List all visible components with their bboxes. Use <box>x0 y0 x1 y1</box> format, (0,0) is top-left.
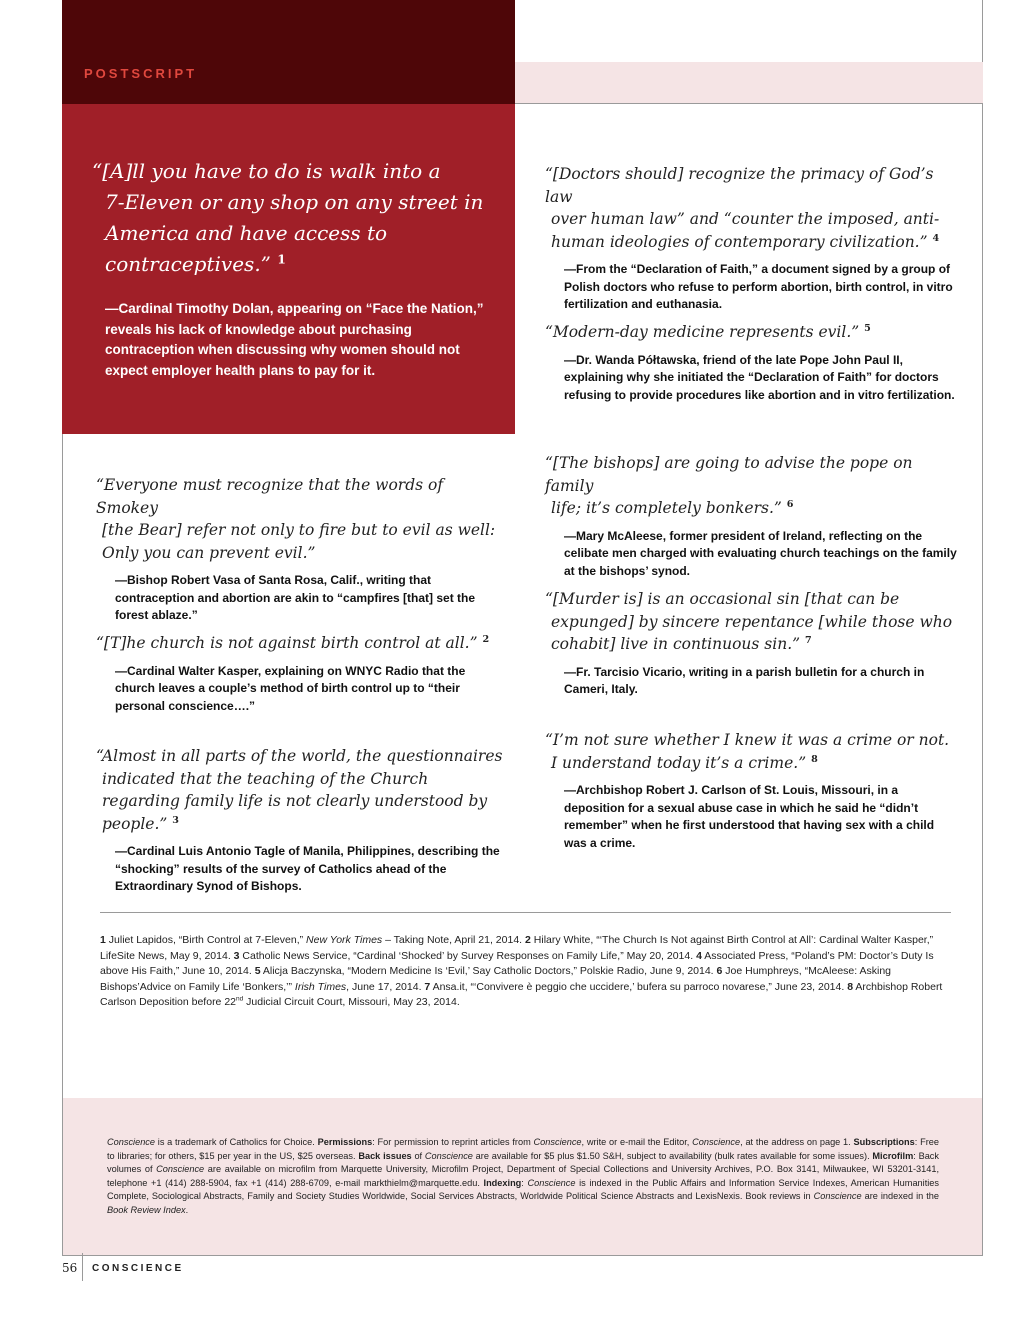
quote-text: “Modern-day medicine represents evil.” $^5$ <box>545 322 871 341</box>
section-label: POSTSCRIPT <box>84 66 198 81</box>
quote-attribution: —Cardinal Walter Kasper, explaining on WNYC Radio that the church leaves a couple’s method of birth control up to “their personal conscience….” <box>115 663 466 713</box>
quote-text: “[Doctors should] recognize the primacy of God’s law over human law” and “counter the imposed, anti-human ideologies of contemporary civilization.” $^4$ <box>545 165 940 251</box>
quote-block <box>545 452 957 580</box>
quote-attribution: —Archbishop Robert J. Carlson of St. Louis, Missouri, in a deposition for a sexual abuse case in which he said he “didn’t remember” when he first understood that having sex with a child was a crime. <box>564 783 935 850</box>
quote-text: “[The bishops] are going to advise the pope on family life; it’s completely bonkers.” $^6$ <box>545 454 913 517</box>
header-pink-band <box>515 62 983 104</box>
quote-attribution: —Bishop Robert Vasa of Santa Rosa, Calif., writing that contraception and abortion are akin to “campfires [that] set the forest ablaze.” <box>115 573 476 622</box>
quote-text: “Everyone must recognize that the words of Smokey [the Bear] refer not only to fire but to evil as well: Only you can prevent evil.” <box>96 476 496 562</box>
quote-block <box>96 474 504 625</box>
footnote-ref: 8 <box>811 753 818 765</box>
footnote: 1 Juliet Lapidos, “Birth Control at 7-Eleven,” New York Times – Taking Note, April 21, 2014. <box>100 934 526 946</box>
footnote: 3 Catholic News Service, “Cardinal ‘Shocked’ by Survey Responses on Family Life,” May 20, 2014. <box>233 949 697 962</box>
footnote-ref: 3 <box>172 814 179 826</box>
header-rule <box>515 103 983 104</box>
quote-attribution: —Dr. Wanda Półtawska, friend of the late Pope John Paul II, explaining why she initiated the “Declaration of Faith” for doctors refusing to provide procedures like abortion and in vitro fertilization. <box>564 352 955 402</box>
footnote: 5 Alicja Baczynska, “Modern Medicine Is ‘Evil,’ Say Catholic Doctors,” Polskie Radio, June 9, 2014. <box>254 965 717 977</box>
masthead-text: Conscience is a trademark of Catholics for Choice. Permissions: For permission to reprint articles from Conscience, write or e-mail the Editor, Conscience, at the address on page 1. Subscriptions: Free to libraries; for others, $15 per year in the US, $25 overseas. Back issues of Conscience are available for $5 plus $1.50 S&H, subject to availability (bulk rates available for some issues). Microfilm: Back volumes of Conscience are available on microfilm from Marquette University, Microfilm Project, Department of Special Collections and University Archives, P.O. Box 3141, Milwaukee, WI 53201-3141, telephone +1 (414) 288-5904, fax +1 (414) 288-6709, e-mail markthielm@marquette.edu. Indexing: Conscience is indexed in the Public Affairs and Information Service Indexes, American Humanities Complete, Sociological Abstracts, Family and Society Studies Worldwide, Social Services Abstracts, Worldwide Political Science Abstracts and LexisNexis. Book reviews in Conscience are indexed in the Book Review Index. <box>107 1137 939 1215</box>
quote-block <box>545 729 957 852</box>
quote-attribution: —From the “Declaration of Faith,” a document signed by a group of Polish doctors who refuse to perform abortion, birth control, in vitro fertilization and euthanasia. <box>564 262 953 311</box>
footnote: 2 Hilary White, “‘The Church Is Not against Birth Control at All’: Cardinal Walter Kasper,” LifeSite News, May 9, 2014. <box>100 934 934 962</box>
footnote-rule <box>100 912 951 913</box>
magazine-name: CONSCIENCE <box>92 1263 184 1274</box>
featured-quote-box <box>62 104 515 434</box>
quote-attribution: —Fr. Tarcisio Vicario, writing in a parish bulletin for a church in Cameri, Italy. <box>564 664 925 696</box>
page-number: 56 <box>62 1261 78 1275</box>
quote-text: “Almost in all parts of the world, the questionnaires indicated that the teaching of the Church regarding family life is not clearly understood by people.” $^3$ <box>96 747 503 833</box>
quote-block <box>545 163 957 314</box>
featured-quote: “[A]ll you have to do is walk into a 7-Eleven or any shop on any street in America and have access to contraceptives.” $^1$ <box>92 159 484 276</box>
footnote-ref: 5 <box>864 322 871 334</box>
footer-separator <box>82 1253 83 1281</box>
quote-block <box>545 588 957 699</box>
quote-text: “[T]he church is not against birth control at all.” $^2$ <box>96 633 490 652</box>
quote-text: “[Murder is] is an occasional sin [that can be expunged] by sincere repentance [while those who cohabit] live in continuous sin.” $^7$ <box>545 590 953 653</box>
quote-attribution: —Mary McAleese, former president of Ireland, reflecting on the celibate men charged with evaluating church teachings on the family at the bishops’ synod. <box>564 528 957 578</box>
header-band <box>62 0 515 104</box>
quote-block <box>96 632 504 715</box>
footnote: 7 Ansa.it, “‘Convivere è peggio che uccidere,’ bufera su parroco novarese,” June 23, 2014. <box>424 980 848 993</box>
footnote-ref: 4 <box>932 232 940 244</box>
footnote-ref: 2 <box>482 633 490 645</box>
footnote: 6 Joe Humphreys, “McAleese: Asking Bishops’Advice on Family Life ‘Bonkers,’” Irish Times, June 17, 2014. <box>100 965 892 993</box>
quote-block <box>545 321 957 404</box>
quote-text: “I’m not sure whether I knew it was a crime or not. I understand today it’s a crime.” $^8$ <box>545 731 950 772</box>
footnote-ref: 6 <box>786 498 794 510</box>
footnote-ref: 7 <box>804 634 812 646</box>
footnote-ref: 1 <box>277 251 286 267</box>
featured-attribution: —Cardinal Timothy Dolan, appearing on “Face the Nation,” reveals his lack of knowledge about purchasing contraception when discussing why women should not expect employer health plans to pay for it. <box>105 301 484 378</box>
quote-block <box>96 745 504 896</box>
footnote: 8 Archbishop Robert Carlson Deposition before 22nd Judicial Circuit Court, Missouri, May 23, 2014. <box>100 980 943 1008</box>
quote-attribution: —Cardinal Luis Antonio Tagle of Manila, Philippines, describing the “shocking” results of the survey of Catholics ahead of the Extraordinary Synod of Bishops. <box>115 844 500 893</box>
footnotes <box>100 933 946 1011</box>
footnote: 4 Associated Press, “Poland’s PM: Doctor’s Duty Is above His Faith,” June 10, 2014. <box>100 949 934 977</box>
